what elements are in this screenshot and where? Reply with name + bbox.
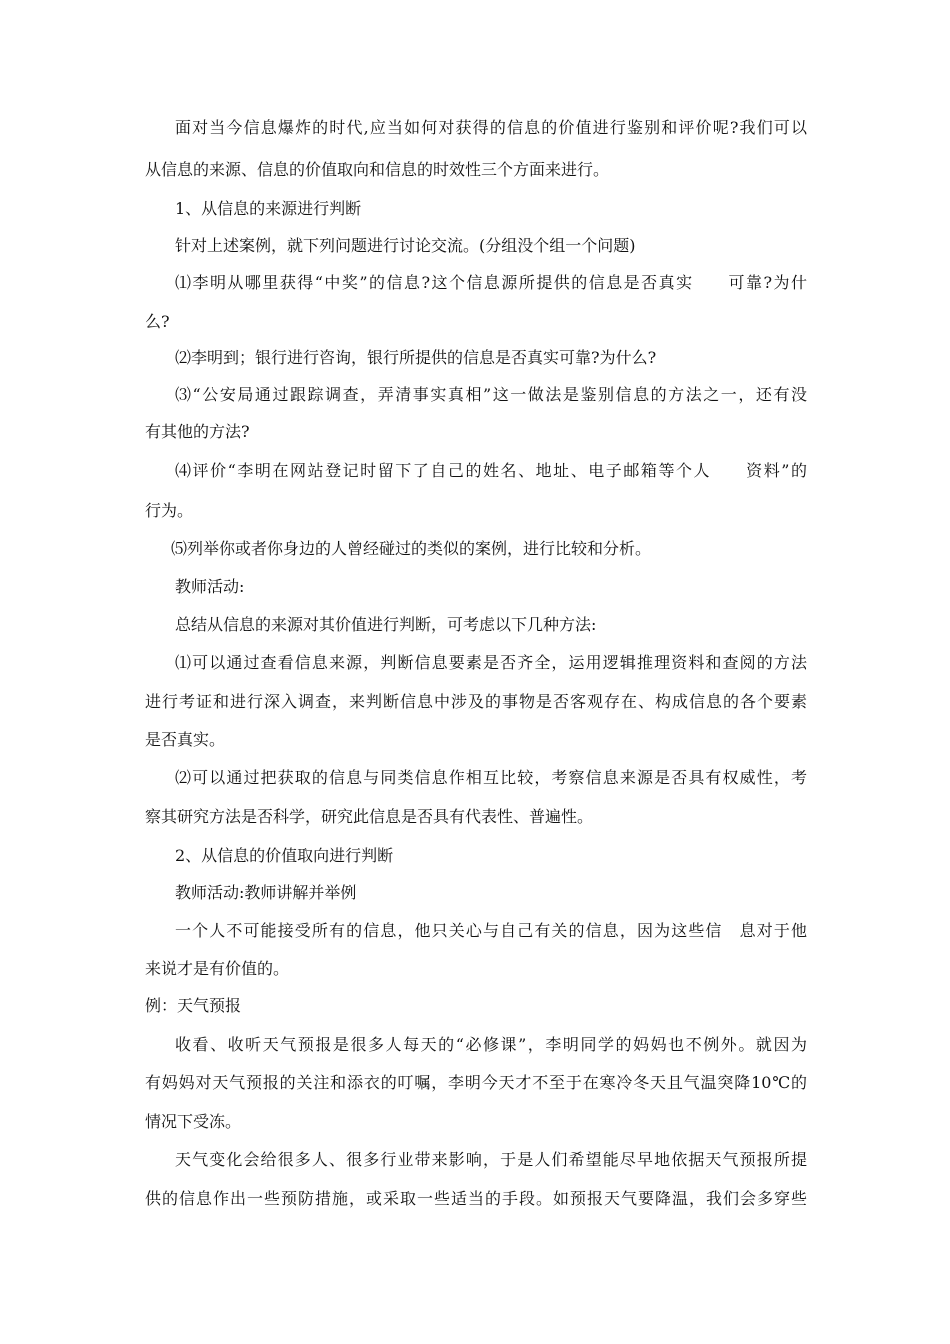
text-line: 来说才是有价值的。 xyxy=(145,959,290,978)
text-line: 供的信息作出一些预防措施，或采取一些适当的手段。如预报天气要降温，我们会多穿些 xyxy=(145,1189,807,1208)
text-line: 有妈妈对天气预报的关注和添衣的叮嘱，李明今天才不至于在寒冷冬天且气温突降10℃的 xyxy=(145,1073,807,1092)
text-line: 从信息的来源、信息的价值取向和信息的时效性三个方面来进行。 xyxy=(145,160,610,179)
text-line: 2、从信息的价值取向进行判断 xyxy=(175,846,394,865)
text-line: 总结从信息的来源对其价值进行判断，可考虑以下几种方法: xyxy=(175,615,597,634)
text-line: 教师活动: xyxy=(175,577,245,596)
text-line: ⑶“公安局通过跟踪调查，弄清事实真相”这一做法是鉴别信息的方法之一，还有没 xyxy=(175,385,807,404)
text-line: ⑴李明从哪里获得“中奖”的信息?这个信息源所提供的信息是否真实 可靠?为什 xyxy=(175,273,807,292)
text-line: ⑴可以通过查看信息来源，判断信息要素是否齐全，运用逻辑推理资料和查阅的方法 xyxy=(175,653,807,672)
text-line: 进行考证和进行深入调查，来判断信息中涉及的事物是否客观存在、构成信息的各个要素 xyxy=(145,692,807,711)
text-line: ⑸列举你或者你身边的人曾经碰过的类似的案例，进行比较和分析。 xyxy=(171,539,652,558)
text-line: 是否真实。 xyxy=(145,730,226,749)
text-line: 情况下受冻。 xyxy=(145,1112,242,1131)
text-line: 例：天气预报 xyxy=(145,996,242,1015)
text-line: 天气变化会给很多人、很多行业带来影响，于是人们希望能尽早地依据天气预报所提 xyxy=(175,1150,807,1169)
text-line: 收看、收听天气预报是很多人每天的“必修课”，李明同学的妈妈也不例外。就因为 xyxy=(175,1035,807,1054)
text-line: 行为。 xyxy=(145,501,194,520)
text-line: 针对上述案例，就下列问题进行讨论交流。(分组没个组一个问题) xyxy=(175,236,636,255)
text-line: 面对当今信息爆炸的时代,应当如何对获得的信息的价值进行鉴别和评价呢?我们可以 xyxy=(175,118,807,137)
text-line: ⑷评价“李明在网站登记时留下了自己的姓名、地址、电子邮箱等个人 资料”的 xyxy=(175,461,807,480)
text-line: 教师活动:教师讲解并举例 xyxy=(175,883,357,902)
text-line: 一个人不可能接受所有的信息，他只关心与自己有关的信息，因为这些信 息对于他 xyxy=(175,921,807,940)
text-line: 有其他的方法? xyxy=(145,422,250,441)
text-line: ⑵李明到；银行进行咨询，银行所提供的信息是否真实可靠?为什么? xyxy=(175,348,657,367)
text-line: 么? xyxy=(145,312,170,331)
text-line: ⑵可以通过把获取的信息与同类信息作相互比较，考察信息来源是否具有权威性，考 xyxy=(175,768,807,787)
text-line: 1、从信息的来源进行判断 xyxy=(175,199,362,218)
text-line: 察其研究方法是否科学，研究此信息是否具有代表性、普遍性。 xyxy=(145,807,594,826)
